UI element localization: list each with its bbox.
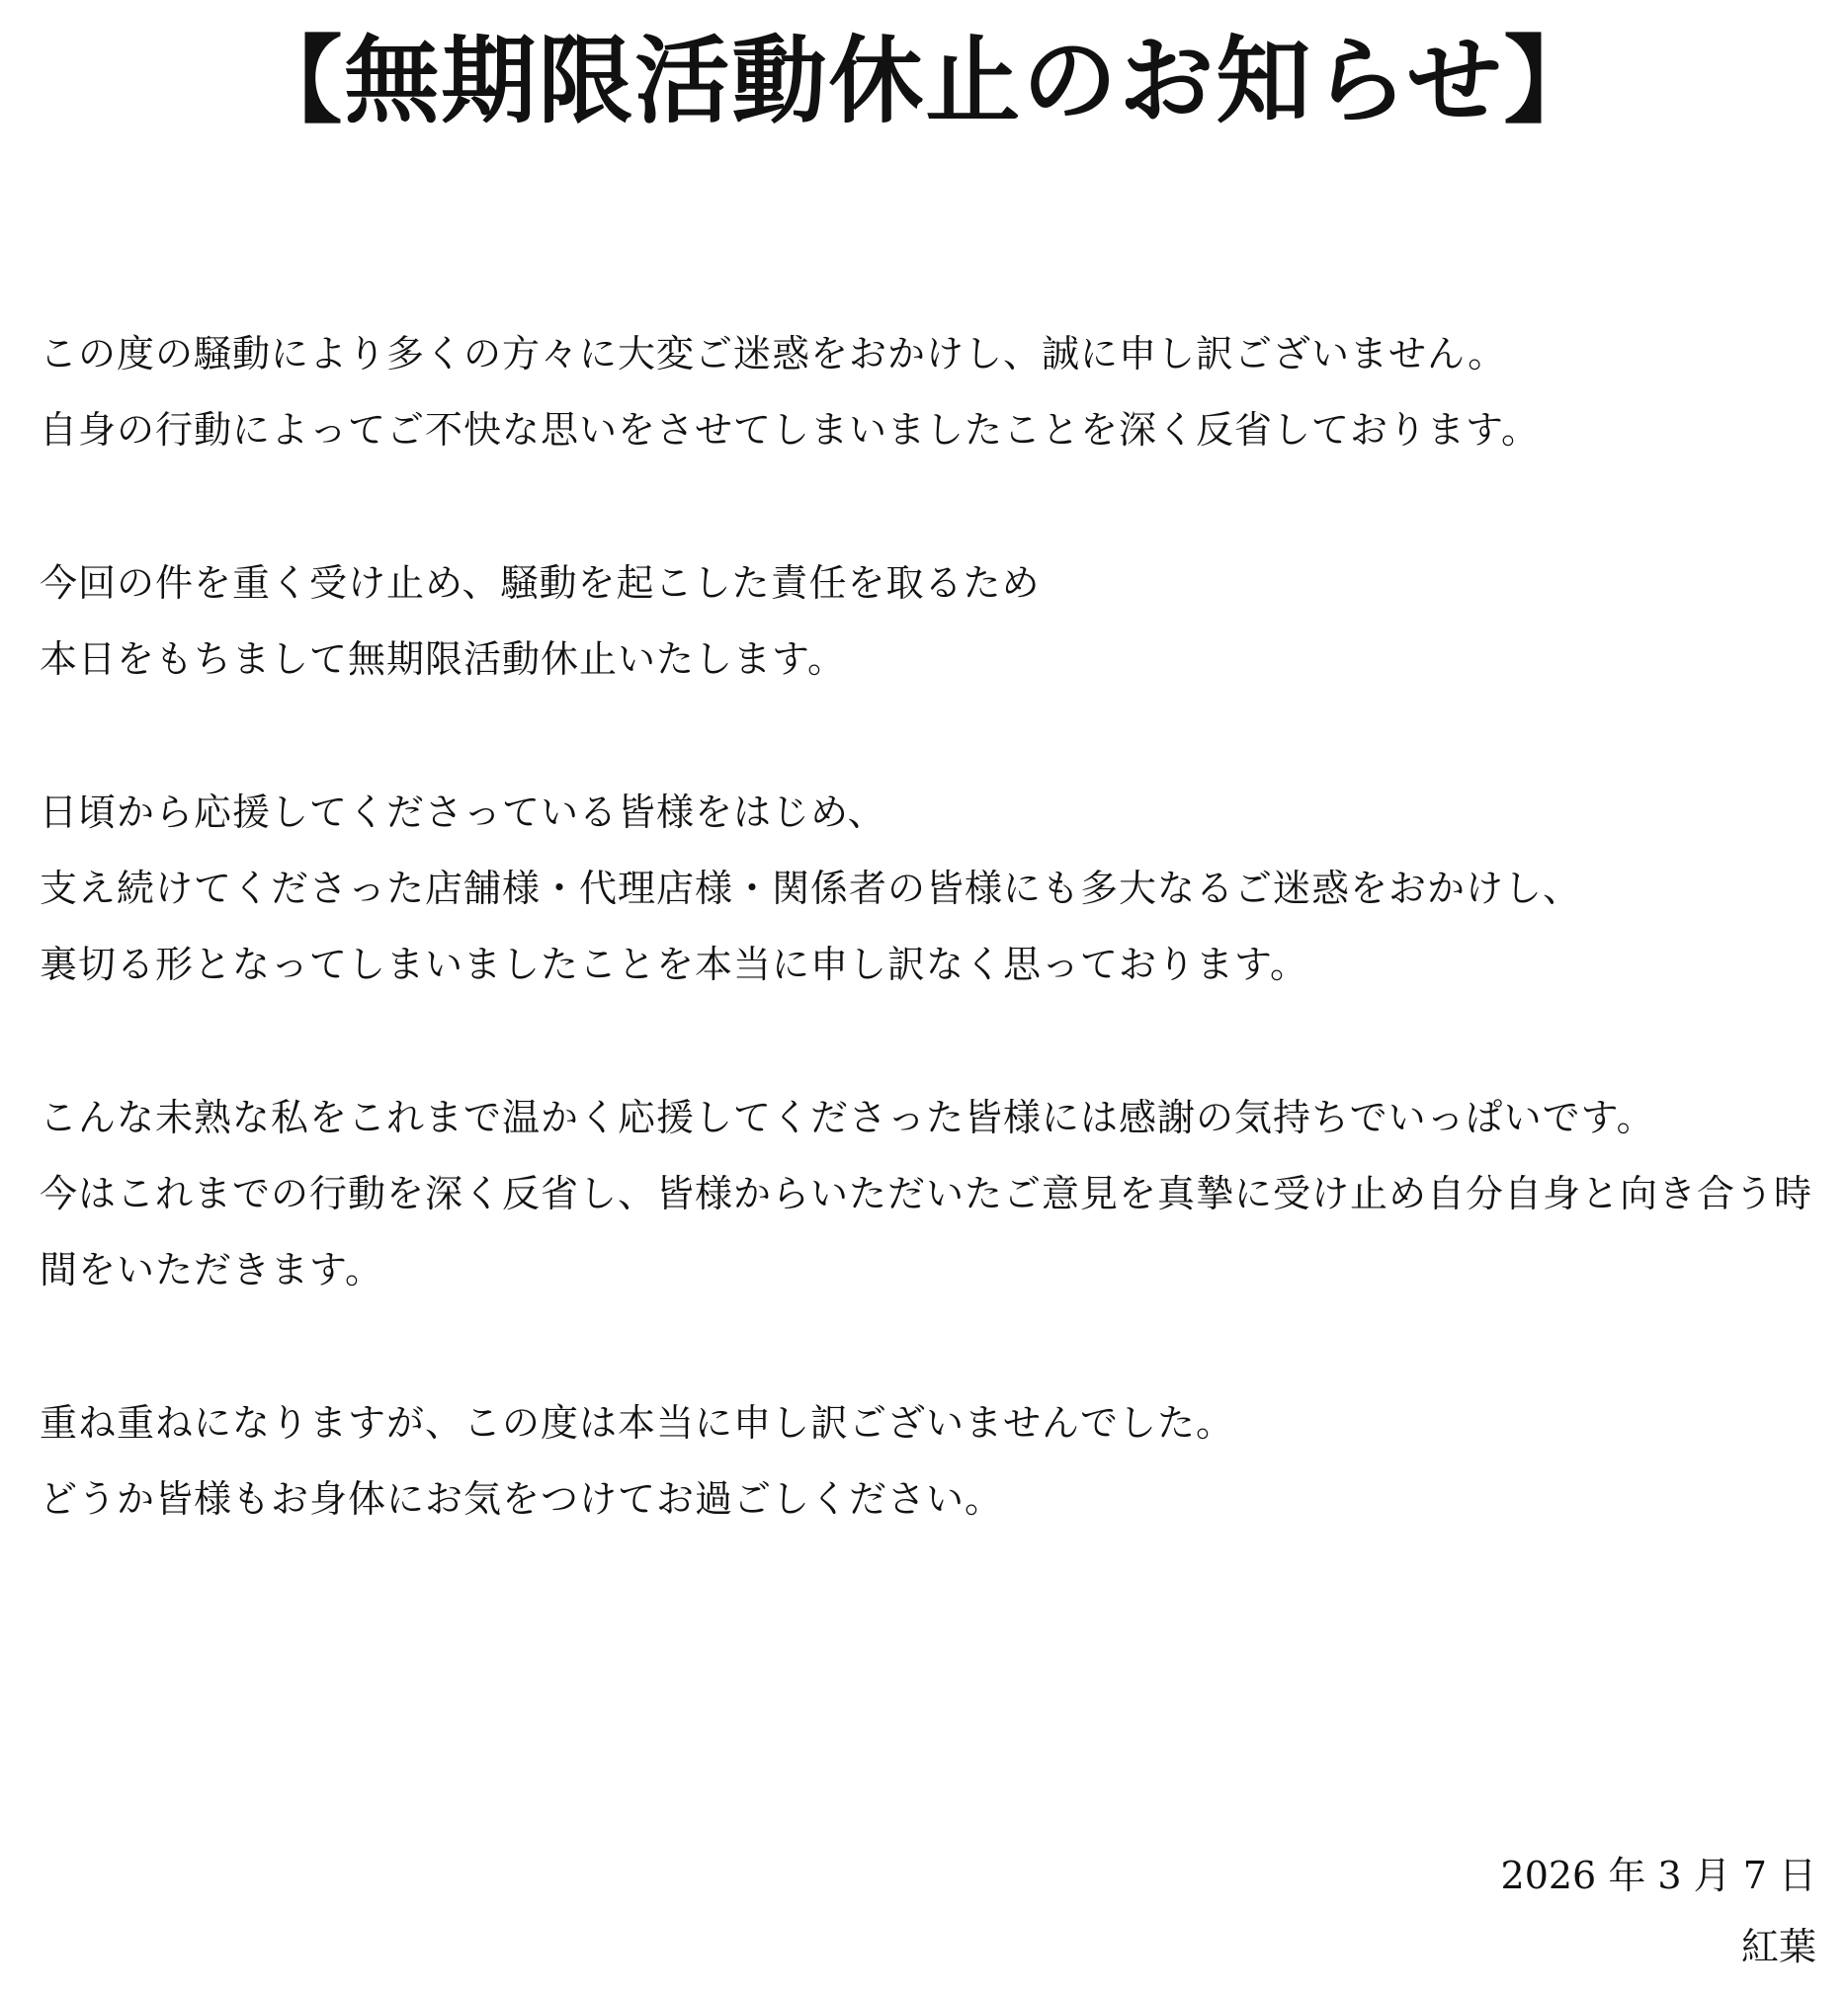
notice-date: 2026 年 3 月 7 日 xyxy=(1500,1854,1816,1897)
paragraph-line: こんな未熟な私をこれまで温かく応援してくださった皆様には感謝の気持ちでいっぱいです。 xyxy=(40,1096,1655,1139)
paragraph-line: 重ね重ねになりますが、この度は本当に申し訳ございませんでした。 xyxy=(40,1401,1235,1445)
paragraph-line: 日頃から応援してくださっている皆様をはじめ、 xyxy=(40,791,886,834)
author-signature: 紅葉 xyxy=(1740,1925,1816,1968)
paragraph-closing xyxy=(40,1385,1818,1538)
paragraph-line: 支え続けてくださった店舗様・代理店様・関係者の皆様にも多大なるご迷惑をおかけし、 xyxy=(40,867,1582,910)
paragraph-line: 自身の行動によってご不快な思いをさせてしまいましたことを深く反省しております。 xyxy=(40,408,1540,452)
paragraph-gratitude xyxy=(40,1080,1818,1308)
paragraph-line: 裏切る形となってしまいましたことを本当に申し訳なく思っております。 xyxy=(40,943,1308,986)
paragraph-apology xyxy=(40,316,1818,468)
notice-body xyxy=(40,316,1818,1615)
paragraph-line: この度の騒動により多くの方々に大変ご迷惑をおかけし、誠に申し訳ございません。 xyxy=(40,332,1507,375)
paragraph-hiatus xyxy=(40,545,1818,698)
paragraph-line: 間をいただきます。 xyxy=(40,1248,383,1291)
paragraph-line: 今はこれまでの行動を深く反省し、皆様からいただいたご意見を真摯に受け止め自分自身と向き合う時 xyxy=(40,1172,1813,1215)
notice-title: 【無期限活動休止のお知らせ】 xyxy=(247,25,1601,136)
paragraph-supporters xyxy=(40,775,1818,1003)
paragraph-line: 本日をもちまして無期限活動休止いたします。 xyxy=(40,637,846,681)
paragraph-line: 今回の件を重く受け止め、騒動を起こした責任を取るため xyxy=(40,561,1041,605)
paragraph-line: どうか皆様もお身体にお気をつけてお過ごしください。 xyxy=(40,1477,1004,1521)
